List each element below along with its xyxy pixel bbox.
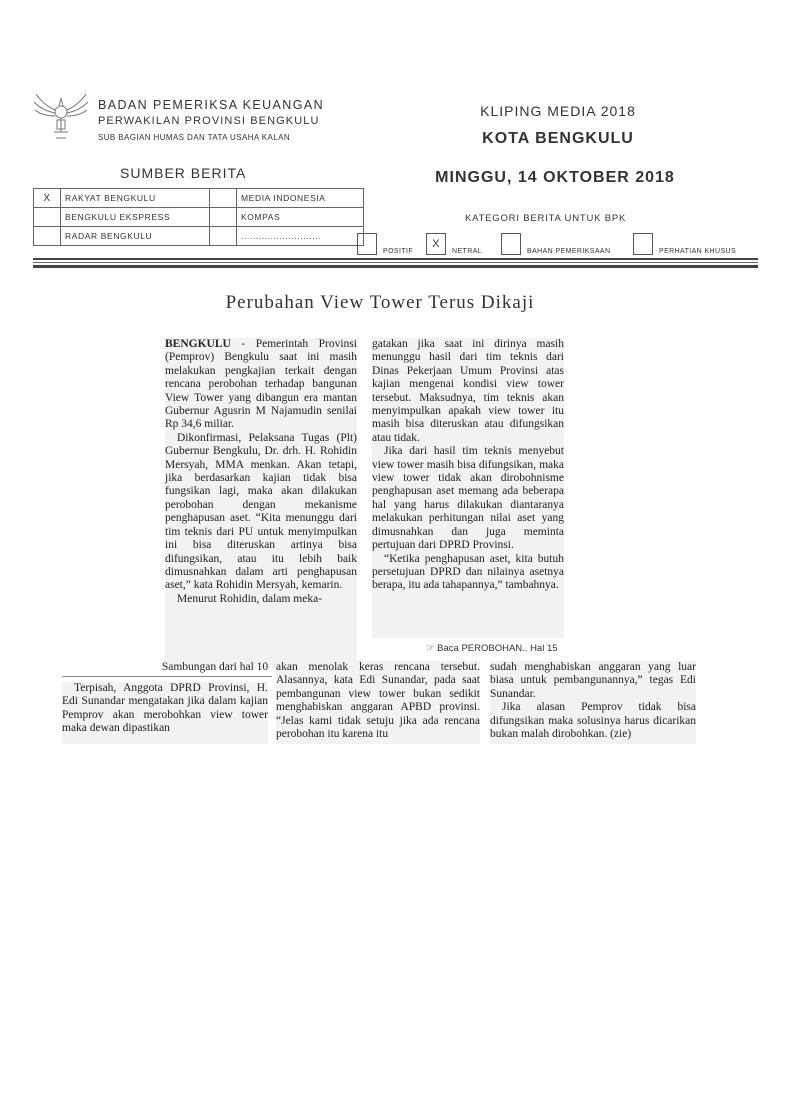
continuation-column-2 xyxy=(276,661,480,744)
source-name: KOMPAS xyxy=(237,208,364,227)
article-paragraph xyxy=(165,338,357,432)
article-paragraph: gatakan jika saat ini dirinya masih menunggu hasil dari tim teknis dari Dinas Pekerjaan Umum Provinsi atas kajian mengenai kondisi view tower tersebut. Maksudnya, tim teknis akan menyimpulkan apakah view tower itu masih bisa diteruskan atau difungsikan atau tidak. xyxy=(372,338,564,444)
continuation-divider xyxy=(62,676,272,677)
article-paragraph: “Ketika penghapusan aset, kita butuh persetujuan DPRD dan nilainya asetnya berapa, itu ada tahapannya,” tambahnya. xyxy=(372,552,564,592)
source-row xyxy=(34,189,364,208)
garuda-emblem-icon xyxy=(32,88,90,146)
category-label: NETRAL xyxy=(452,248,483,255)
article-column-1 xyxy=(165,338,357,668)
org-subdivision: SUB BAGIAN HUMAS DAN TATA USAHA KALAN xyxy=(98,133,291,142)
source-name: MEDIA INDONESIA xyxy=(237,189,364,208)
source-row xyxy=(34,208,364,227)
source-table xyxy=(33,188,364,246)
source-mark[interactable] xyxy=(34,208,61,227)
date-title: MINGGU, 14 OKTOBER 2018 xyxy=(435,169,675,186)
category-netral[interactable] xyxy=(426,233,482,255)
category-label: POSITIF xyxy=(383,248,414,255)
article-column-2 xyxy=(372,338,564,638)
category-label: PERHATIAN KHUSUS xyxy=(659,248,737,255)
continuation-paragraph: Terpisah, Anggota DPRD Provinsi, H. Edi Sunandar mengatakan jika dalam kajian Pemprov akan merobohkan view tower maka dewan dipastikan xyxy=(62,682,268,735)
category-label: BAHAN PEMERIKSAAN xyxy=(527,248,611,255)
article-paragraph: Jika dari hasil tim teknis menyebut view tower masih bisa difungsikan, maka view tower tidak akan dirobohnisme penghapusan aset memang ada beberapa hal yang harus dilakukan diantaranya melakukan perhitungan nilai aset yang dimusnahkan dan juga meminta pertujuan dari DPRD Provinsi. xyxy=(372,445,564,552)
source-mark[interactable] xyxy=(210,227,237,246)
header-divider xyxy=(33,262,758,263)
category-positif[interactable] xyxy=(357,233,413,255)
category-checkbox[interactable] xyxy=(501,233,521,255)
continuation-column-3 xyxy=(490,661,696,744)
category-title: KATEGORI BERITA UNTUK BPK xyxy=(465,213,627,224)
continuation-paragraph: akan menolak keras rencana tersebut. Alasannya, kata Edi Sunandar, pada saat pembangunan view tower bukan sedikit menghabiskan anggaran APBD provinsi. “Jelas kami tidak setuju jika ada rencana perobohan itu karena itu xyxy=(276,661,480,741)
source-name: ........................... xyxy=(237,227,364,246)
source-name: RADAR BENGKULU xyxy=(61,227,210,246)
continued-text: Baca PEROBOHAN.. Hal 15 xyxy=(437,643,558,654)
source-name: RAKYAT BENGKULU xyxy=(61,189,210,208)
source-row xyxy=(34,227,364,246)
category-checkbox[interactable] xyxy=(633,233,653,255)
kliping-title: KLIPING MEDIA 2018 xyxy=(480,103,636,119)
category-perhatian-khusus[interactable] xyxy=(633,233,736,255)
org-region: PERWAKILAN PROVINSI BENGKULU xyxy=(98,115,320,127)
article-headline: Perubahan View Tower Terus Dikaji xyxy=(225,292,535,313)
article-paragraph: Menurut Rohidin, dalam meka- xyxy=(177,592,322,605)
header-divider xyxy=(33,258,758,260)
category-checkbox[interactable] xyxy=(357,233,377,255)
city-title: KOTA BENGKULU xyxy=(482,130,634,147)
continuation-label: Sambungan dari hal 10 xyxy=(161,661,269,673)
source-title: SUMBER BERITA xyxy=(120,165,247,181)
continuation-paragraph: Jika alasan Pemprov tidak bisa difungsikan maka solusinya harus dicarikan bukan malah dirobohkan. (zie) xyxy=(490,701,696,741)
continued-link[interactable]: ☞ Baca PEROBOHAN.. Hal 15 xyxy=(426,643,558,654)
continuation-column-1 xyxy=(62,682,268,744)
source-mark[interactable] xyxy=(210,208,237,227)
article-text: - Pemerintah Provinsi (Pemprov) Bengkulu saat ini masih melakukan pengkajian terkait dengan rencana perobohan terhadap bangunan View Tower yang dibangun era mantan Gubernur Agusrin M Najamudin senilai Rp 34,6 miliar. xyxy=(165,338,357,431)
category-checkbox[interactable]: X xyxy=(426,233,446,255)
source-name: BENGKULU EKSPRESS xyxy=(61,208,210,227)
article-paragraph: Dikonfirmasi, Pelaksana Tugas (Plt) Gubernur Bengkulu, Dr. drh. H. Rohidin Mersyah, MMA menkan. Akan tetapi, jika berdasarkan kajian tidak bisa fungsikan lagi, maka akan dilakukan perobohan dengan mekanisme penghapusan aset. “Kita menunggu dari tim teknis dari PU untuk menyimpulkan ini bisa diteruskan artinya bisa difungsikan, atau itu lebih baik dimusnahkan dalam arti penghapusan aset,” kata Rohidin Mersyah, kemarin. xyxy=(165,431,357,592)
source-mark[interactable]: X xyxy=(34,189,61,208)
article-dateline: BENGKULU xyxy=(165,338,231,350)
source-mark[interactable] xyxy=(34,227,61,246)
org-name: BADAN PEMERIKSA KEUANGAN xyxy=(98,98,325,112)
header-divider xyxy=(33,265,758,268)
category-bahan-pemeriksaan[interactable] xyxy=(501,233,610,255)
source-mark[interactable] xyxy=(210,189,237,208)
continuation-paragraph: sudah menghabiskan anggaran yang luar biasa untuk pembangunannya,” tegas Edi Sunandar. xyxy=(490,661,696,700)
